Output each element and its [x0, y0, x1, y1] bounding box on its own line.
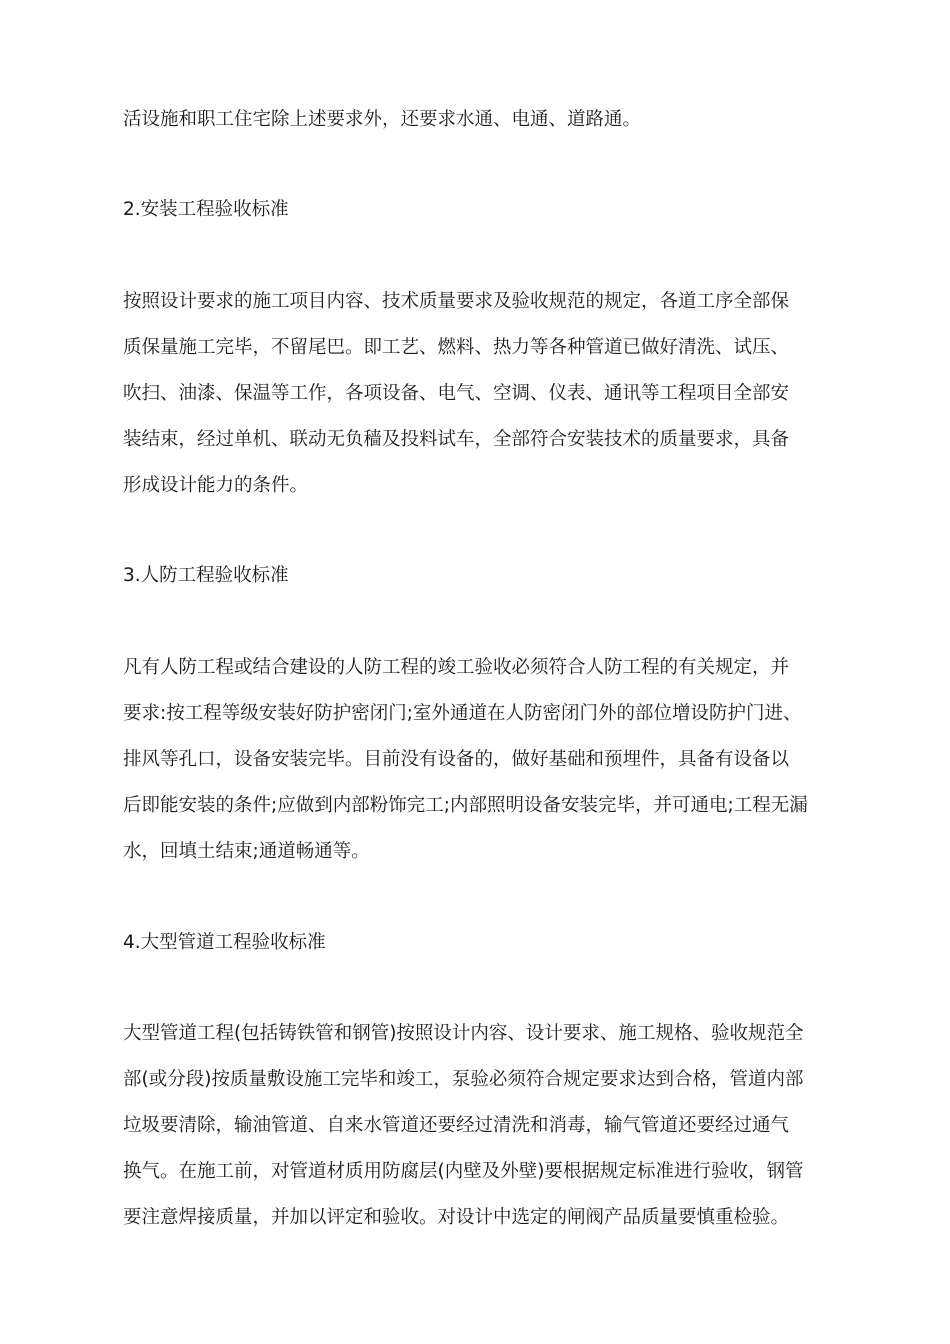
- paragraph-line: 装结束，经过单机、联动无负穑及投料试车，全部符合安装技术的质量要求，具备: [123, 429, 790, 450]
- section-heading-3: [123, 553, 835, 599]
- paragraph-line: 要求:按工程等级安装好防护密闭门;室外通道在人防密闭门外的部位增设防护门进、: [123, 703, 802, 724]
- paragraph-line: 凡有人防工程或结合建设的人防工程的竣工验收必须符合人防工程的有关规定，并: [123, 657, 790, 678]
- paragraph-line: 水，回填土结束;通道畅通等。: [123, 841, 370, 862]
- section-paragraph-2: [123, 279, 835, 509]
- section-heading-4: [123, 920, 835, 966]
- section-heading: 4.大型管道工程验收标准: [123, 932, 326, 953]
- paragraph-line: 活设施和职工住宅除上述要求外，还要求水通、电通、道路通。: [123, 109, 642, 130]
- paragraph-line: 垃圾要清除，输油管道、自来水管道还要经过清洗和消毒，输气管道还要经过通气: [123, 1115, 790, 1136]
- section-heading-2: [123, 187, 835, 233]
- intro-paragraph: [123, 97, 835, 143]
- section-heading: 3.人防工程验收标准: [123, 565, 289, 586]
- paragraph-line: 吹扫、油漆、保温等工作，各项设备、电气、空调、仪表、通讯等工程项目全部安: [123, 383, 790, 404]
- paragraph-line: 按照设计要求的施工项目内容、技术质量要求及验收规范的规定，各道工序全部保: [123, 291, 790, 312]
- section-paragraph-4: [123, 1011, 835, 1241]
- paragraph-line: 大型管道工程(包括铸铁管和钢管)按照设计内容、设计要求、施工规格、验收规范全: [123, 1023, 804, 1044]
- section-heading: 2.安装工程验收标准: [123, 199, 289, 220]
- section-paragraph-3: [123, 645, 835, 875]
- paragraph-line: 排风等孔口，设备安装完毕。目前没有设备的，做好基础和预埋件，具备有设备以: [123, 749, 790, 770]
- paragraph-line: 要注意焊接质量，并加以评定和验收。对设计中选定的闸阀产品质量要慎重检验。: [123, 1207, 790, 1228]
- paragraph-line: 后即能安装的条件;应做到内部粉饰完工;内部照明设备安装完毕，并可通电;工程无漏: [123, 795, 808, 816]
- paragraph-line: 形成设计能力的条件。: [123, 475, 309, 496]
- paragraph-line: 质保量施工完毕，不留尾巴。即工艺、燃料、热力等各种管道已做好清洗、试压、: [123, 337, 790, 358]
- paragraph-line: 部(或分段)按质量敷设施工完毕和竣工，泵验必须符合规定要求达到合格，管道内部: [123, 1069, 804, 1090]
- paragraph-line: 换气。在施工前，对管道材质用防腐层(内壁及外壁)要根据规定标准进行验收，钢管: [123, 1161, 804, 1182]
